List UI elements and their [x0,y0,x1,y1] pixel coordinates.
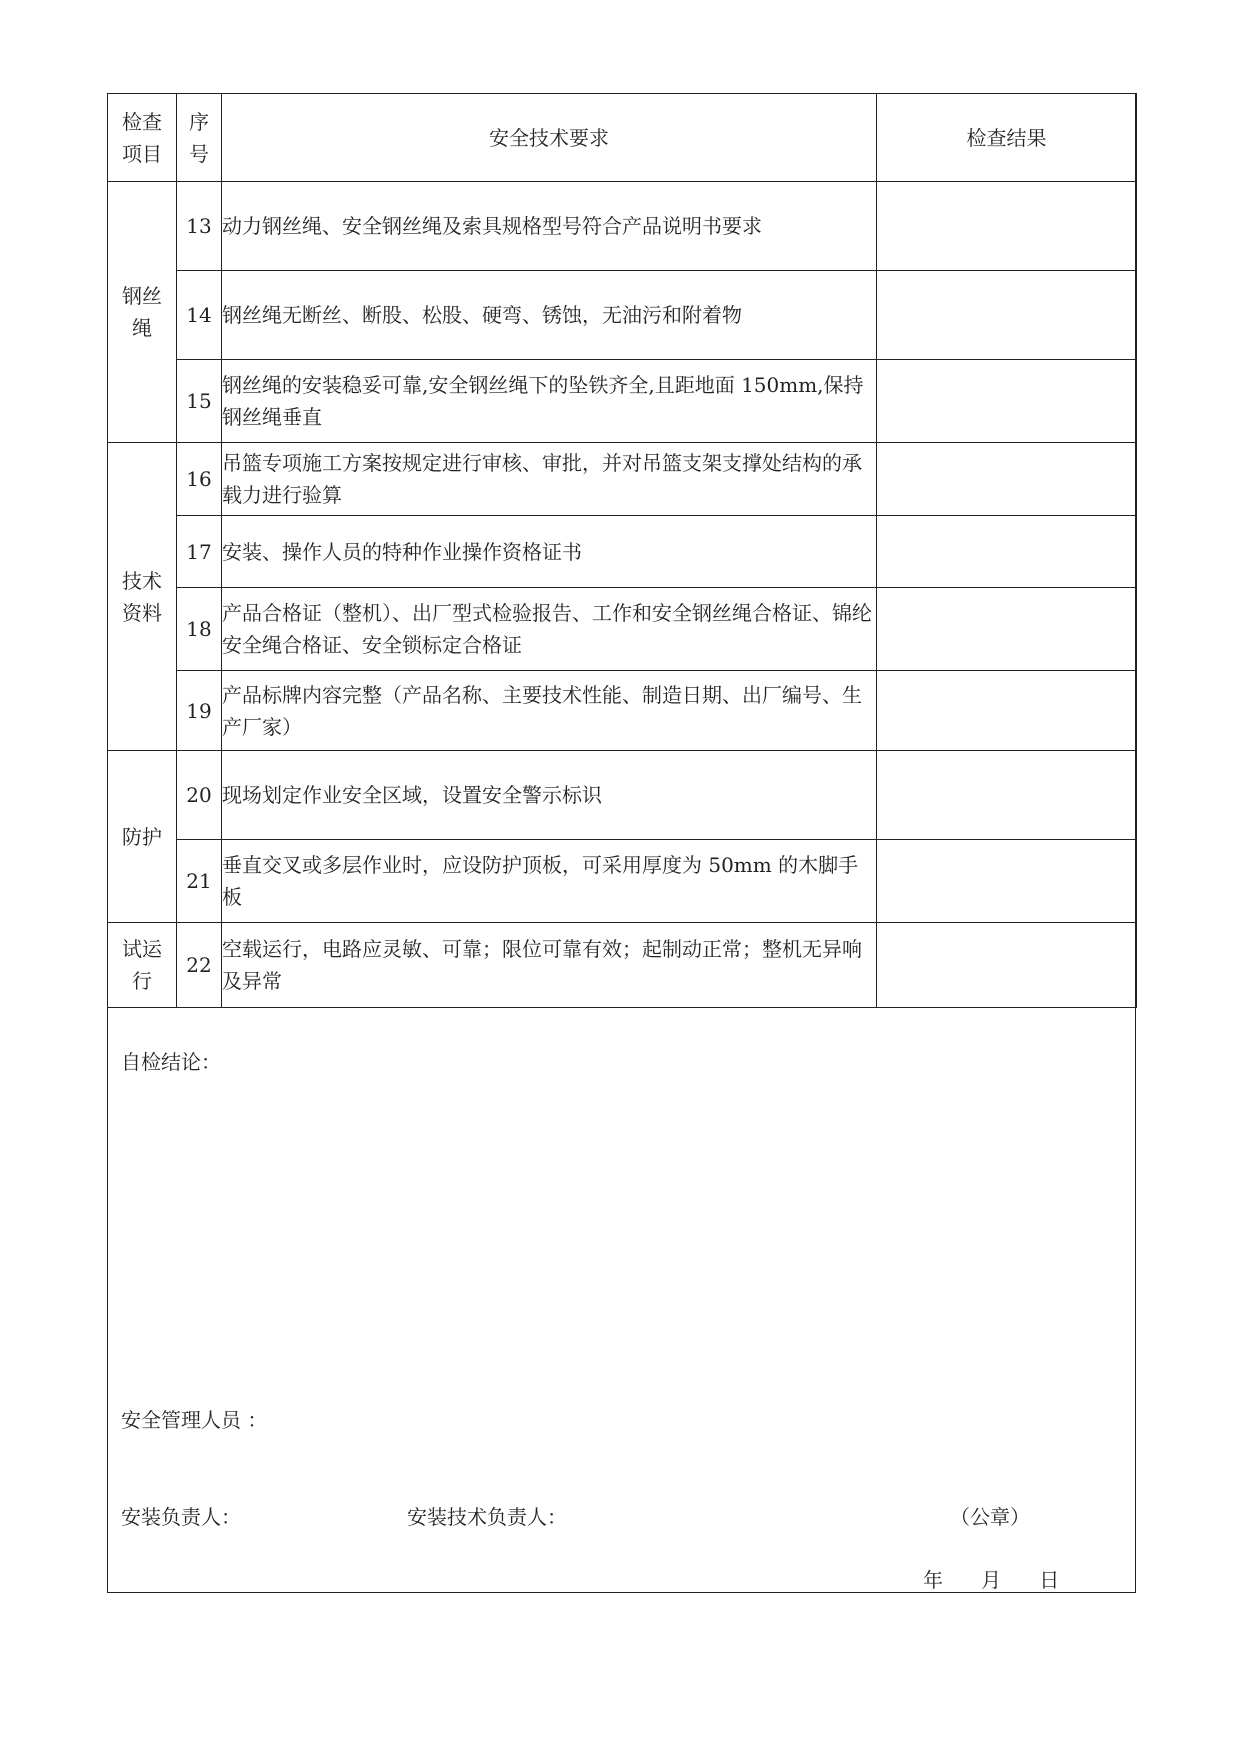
result-cell[interactable] [877,751,1137,840]
result-cell[interactable] [877,671,1137,751]
row-number: 14 [177,271,222,360]
result-cell[interactable] [877,516,1137,588]
category-wire-rope: 钢丝 绳 [108,182,177,443]
requirement-text: 垂直交叉或多层作业时，应设防护顶板，可采用厚度为 50mm 的木脚手板 [222,840,877,923]
self-check-section [107,1006,1136,1593]
conclusion-label: 自检结论： [121,1050,221,1074]
row-number: 16 [177,443,222,516]
safety-manager-label: 安全管理人员 ： [121,1408,268,1432]
table-row [108,588,1137,671]
requirement-text: 现场划定作业安全区域，设置安全警示标识 [222,751,877,840]
table-row [108,840,1137,923]
requirement-text: 安装、操作人员的特种作业操作资格证书 [222,516,877,588]
header-requirement: 安全技术要求 [222,94,877,182]
category-trial-run: 试运 行 [108,923,177,1008]
header-category: 检查 项目 [108,94,177,182]
table-row [108,443,1137,516]
header-result: 检查结果 [877,94,1137,182]
install-tech-lead-label: 安装技术负责人： [407,1505,567,1529]
table-row [108,516,1137,588]
requirement-text: 产品标牌内容完整（产品名称、主要技术性能、制造日期、出厂编号、生产厂家） [222,671,877,751]
table-row [108,751,1137,840]
table-row [108,360,1137,443]
requirement-text: 钢丝绳的安装稳妥可靠,安全钢丝绳下的坠铁齐全,且距地面 150mm,保持钢丝绳垂直 [222,360,877,443]
requirement-text: 产品合格证（整机）、出厂型式检验报告、工作和安全钢丝绳合格证、锦纶安全绳合格证、安全锁标定合格证 [222,588,877,671]
result-cell[interactable] [877,360,1137,443]
header-number: 序 号 [177,94,222,182]
install-lead-label: 安装负责人： [121,1505,241,1529]
row-number: 13 [177,182,222,271]
category-protection: 防护 [108,751,177,923]
result-cell[interactable] [877,588,1137,671]
row-number: 22 [177,923,222,1008]
row-number: 15 [177,360,222,443]
requirement-text: 吊篮专项施工方案按规定进行审核、审批，并对吊篮支架支撑处结构的承载力进行验算 [222,443,877,516]
requirement-text: 钢丝绳无断丝、断股、松股、硬弯、锈蚀，无油污和附着物 [222,271,877,360]
result-cell[interactable] [877,840,1137,923]
inspection-table [107,93,1137,1008]
result-cell[interactable] [877,923,1137,1008]
requirement-text: 空载运行，电路应灵敏、可靠；限位可靠有效；起制动正常；整机无异响及异常 [222,923,877,1008]
table-row [108,671,1137,751]
row-number: 17 [177,516,222,588]
requirement-text: 动力钢丝绳、安全钢丝绳及索具规格型号符合产品说明书要求 [222,182,877,271]
table-row [108,182,1137,271]
row-number: 21 [177,840,222,923]
table-row [108,923,1137,1008]
row-number: 18 [177,588,222,671]
row-number: 20 [177,751,222,840]
row-number: 19 [177,671,222,751]
category-technical-docs: 技术 资料 [108,443,177,751]
result-cell[interactable] [877,182,1137,271]
date-label: 年 月 日 [923,1568,1060,1592]
result-cell[interactable] [877,271,1137,360]
table-row [108,271,1137,360]
result-cell[interactable] [877,443,1137,516]
seal-label: （公章） [950,1505,1030,1529]
table-header-row [108,94,1137,182]
